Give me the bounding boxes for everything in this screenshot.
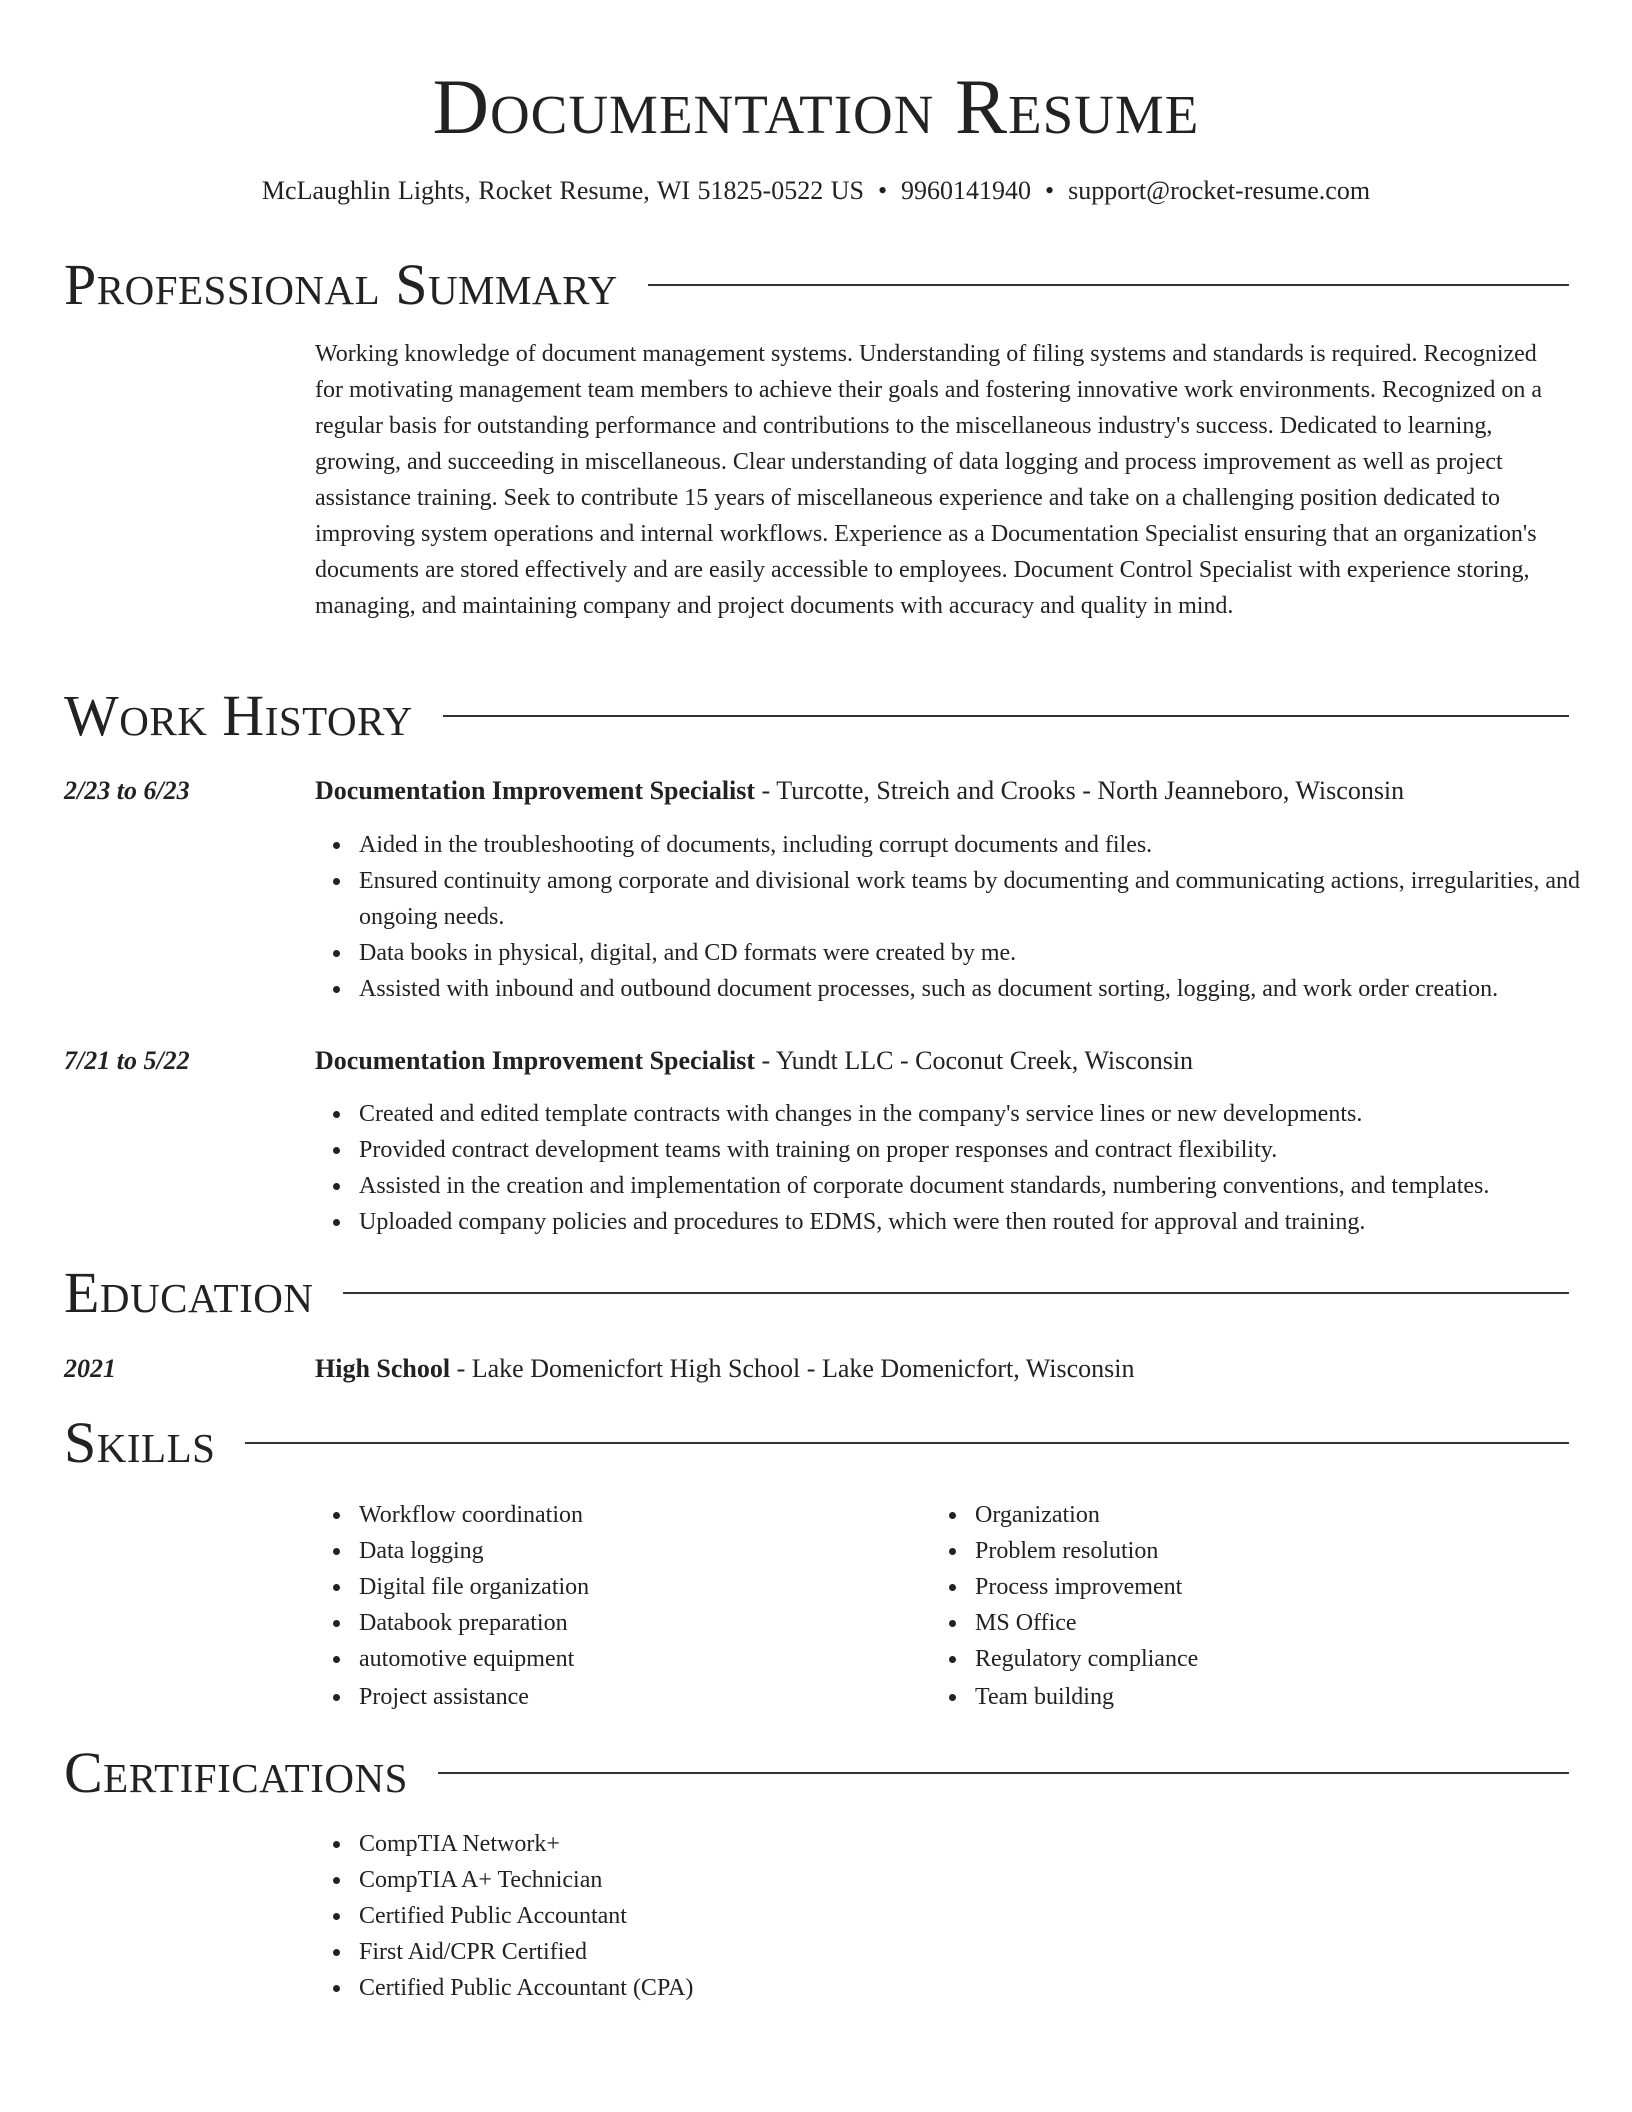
contact-separator: • (1045, 176, 1055, 205)
list-item: Aided in the troubleshooting of documents, including corrupt documents and files. (359, 827, 1614, 863)
certifications-list (315, 1826, 1359, 2006)
section-divider (648, 284, 1569, 286)
job-dates: 2/23 to 6/23 (64, 776, 190, 805)
section-header-education (64, 1260, 1569, 1326)
skill-item: MS Office (975, 1605, 1535, 1641)
job-bullets (315, 1096, 1614, 1240)
job-bullets (315, 827, 1614, 1007)
job-header (315, 773, 1570, 809)
section-title-certifications: Certifications (64, 1740, 408, 1805)
education-year: 2021 (64, 1354, 116, 1383)
skill-item: Problem resolution (975, 1533, 1535, 1569)
section-divider (245, 1442, 1569, 1444)
job-details: - Yundt LLC - Coconut Creek, Wisconsin (755, 1046, 1194, 1075)
list-item: Assisted with inbound and outbound document processes, such as document sorting, logging, and work order creation. (359, 971, 1614, 1007)
contact-line (0, 174, 1632, 208)
contact-address: McLaughlin Lights, Rocket Resume, WI 51825-0522 US (261, 176, 864, 205)
section-header-skills (64, 1410, 1569, 1476)
skill-item: Project assistance (359, 1679, 919, 1715)
summary-text: Working knowledge of document management systems. Understanding of filing systems and standards is required. Recognized for motivating management team members to achieve their goals and fostering innovative work environments. Recognized on a regular basis for outstanding performance and contributions to the miscellaneous industry's success. Dedicated to learning, growing, and succeeding in miscellaneous. Clear understanding of data logging and process improvement as well as project assistance training. Seek to contribute 15 years of miscellaneous experience and take on a challenging position dedicated to improving system operations and internal workflows. Experience as a Documentation Specialist ensuring that an organization's documents are stored effectively and are easily accessible to employees. Document Control Specialist with experience storing, managing, and maintaining company and project documents with accuracy and quality in mind. (315, 341, 1542, 619)
certification-item: CompTIA Network+ (359, 1826, 1359, 1862)
skill-item: Process improvement (975, 1569, 1535, 1605)
section-title-education: Education (64, 1260, 314, 1325)
section-header-certifications (64, 1740, 1569, 1806)
list-item: Ensured continuity among corporate and divisional work teams by documenting and communicating actions, irregularities, and ongoing needs. (359, 863, 1614, 935)
skills-list-right (931, 1497, 1535, 1715)
skill-item: Regulatory compliance (975, 1641, 1535, 1677)
education-details: - Lake Domenicfort High School - Lake Domenicfort, Wisconsin (450, 1354, 1135, 1383)
section-divider (443, 715, 1569, 717)
certification-item: Certified Public Accountant (359, 1898, 1359, 1934)
list-item: Uploaded company policies and procedures to EDMS, which were then routed for approval and training. (359, 1204, 1614, 1240)
section-header-work-history (64, 683, 1569, 749)
list-item: Provided contract development teams with training on proper responses and contract flexibility. (359, 1132, 1614, 1168)
certification-item: CompTIA A+ Technician (359, 1862, 1359, 1898)
list-item: Data books in physical, digital, and CD formats were created by me. (359, 935, 1614, 971)
section-divider (438, 1772, 1569, 1774)
job-title: Documentation Improvement Specialist (315, 1046, 756, 1075)
skill-item: Data logging (359, 1533, 919, 1569)
skill-item: Organization (975, 1497, 1535, 1533)
certification-item: First Aid/CPR Certified (359, 1934, 1359, 1970)
skill-item: automotive equipment (359, 1641, 919, 1677)
section-title-summary: Professional Summary (64, 252, 618, 317)
resume-title: Documentation Resume (432, 63, 1200, 150)
certification-item: Certified Public Accountant (CPA) (359, 1970, 1359, 2006)
skills-list-left (315, 1497, 919, 1715)
job-details: - Turcotte, Streich and Crooks - North Jeanneboro, Wisconsin (755, 776, 1405, 805)
job-title: Documentation Improvement Specialist (315, 776, 756, 805)
contact-separator: • (877, 176, 888, 205)
skill-item: Workflow coordination (359, 1497, 919, 1533)
section-header-summary (64, 252, 1569, 318)
job-header (315, 1043, 1570, 1079)
education-entry (315, 1351, 1570, 1387)
contact-phone: 9960141940 (901, 176, 1032, 205)
skill-item: Team building (975, 1679, 1535, 1715)
skill-item: Digital file organization (359, 1569, 919, 1605)
section-divider (343, 1292, 1569, 1294)
list-item: Assisted in the creation and implementation of corporate document standards, numbering conventions, and templates. (359, 1168, 1614, 1204)
job-dates: 7/21 to 5/22 (64, 1046, 190, 1075)
contact-email: support@rocket-resume.com (1068, 176, 1371, 205)
education-degree: High School (315, 1354, 451, 1383)
section-title-skills: Skills (64, 1410, 216, 1475)
list-item: Created and edited template contracts with changes in the company's service lines or new developments. (359, 1096, 1614, 1132)
skill-item: Databook preparation (359, 1605, 919, 1641)
section-title-work-history: Work History (64, 683, 413, 748)
